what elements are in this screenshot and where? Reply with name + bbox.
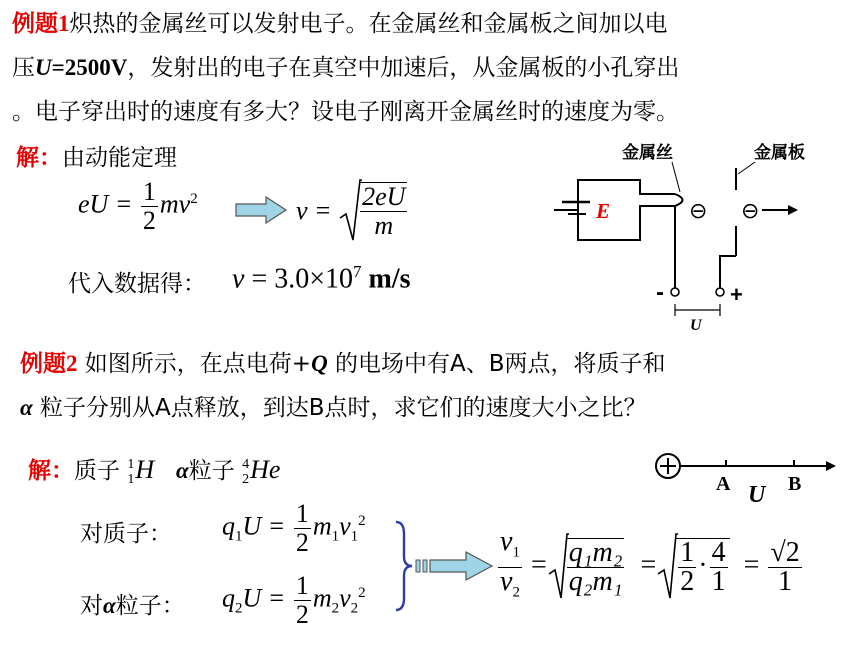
example1-line1 — [12, 6, 668, 42]
wire-label: 金属丝 — [622, 143, 673, 162]
proton-charge: 1 — [127, 471, 135, 487]
num-frac-2 — [710, 536, 728, 597]
a-q: q — [222, 583, 235, 613]
a-sq: 2 — [358, 584, 366, 601]
implies-arrow-icon — [234, 195, 288, 225]
result-unit: m/s — [368, 263, 411, 295]
root-den: m — [374, 211, 394, 240]
p-m-sub: 1 — [331, 528, 340, 545]
a-v: v — [339, 583, 351, 613]
p-v: v — [339, 511, 351, 541]
substitute-label: 代入数据得： — [68, 271, 206, 297]
solution-tag-2: 解： — [28, 458, 74, 484]
for-alpha-b: 粒子： — [115, 593, 185, 619]
alpha-nuclide — [242, 457, 249, 487]
proton-mass: 1 — [127, 456, 135, 472]
p-m: m — [312, 511, 332, 541]
example2-line1 — [20, 346, 666, 382]
proton-symbol: H — [135, 455, 155, 484]
velocity-formula — [296, 178, 409, 244]
dv2: 1 — [711, 565, 726, 597]
example2-solution-heading — [28, 452, 280, 489]
brace-icon — [392, 520, 414, 612]
voltage-symbol: U — [35, 55, 52, 80]
p-v-sub: 1 — [350, 528, 359, 545]
a-U: U = — [242, 583, 286, 613]
num-frac-1 — [678, 536, 696, 597]
p-half-num: 1 — [295, 499, 309, 528]
energy-equation — [78, 178, 198, 235]
electron-symbol-1: ⊖ — [689, 199, 708, 224]
ratio-root-den: q₂m₁ — [568, 566, 623, 598]
a-m: m — [312, 583, 332, 613]
result-v: v — [232, 263, 245, 295]
implies-arrow-icon-2 — [414, 550, 494, 582]
v2: v — [500, 565, 513, 597]
example1-text2a: 压 — [12, 55, 35, 81]
root-num: 2eU — [362, 182, 406, 211]
a-half — [294, 572, 311, 629]
final-num: √2 — [770, 536, 800, 568]
result-velocity — [232, 262, 411, 295]
example2-text1a: 如图所示，在点电荷+ — [77, 351, 312, 377]
eq-lhs: eU = — [78, 189, 133, 219]
alpha-mass: 4 — [242, 456, 250, 472]
root-fraction — [360, 182, 407, 240]
a-half-den: 2 — [295, 600, 309, 629]
alpha-label: 粒子 — [188, 458, 235, 484]
a-v-sub: 2 — [350, 600, 359, 617]
voltage-label: U — [690, 317, 702, 334]
ratio-root-num: q₁m₂ — [568, 537, 623, 569]
voltage-value: =2500V — [51, 55, 128, 80]
example1-line2 — [12, 50, 679, 86]
source-label: E — [596, 199, 611, 223]
p-q-sub: 1 — [235, 528, 243, 545]
for-alpha-a: 对 — [80, 593, 103, 619]
proton-nuclide — [127, 457, 134, 487]
example2-text2: 粒子分别从A点释放，到达B点时，求它们的速度大小之比？ — [32, 395, 647, 421]
electron-symbol-2: ⊖ — [741, 199, 760, 224]
substitute-line — [68, 266, 206, 302]
result-eq: = 3.0×10 — [244, 263, 354, 295]
example1-text2c: ，发射出的电子在真空中加速后，从金属板的小孔穿出 — [127, 55, 680, 81]
v2-sub: 2 — [512, 584, 520, 601]
circuit-diagram — [540, 140, 840, 340]
example1-tag: 例题1 — [12, 11, 70, 36]
point-a: A — [716, 473, 731, 495]
sqrt-sign-icon-2 — [547, 532, 569, 602]
example2-line2 — [20, 390, 647, 426]
plus-terminal: + — [730, 282, 743, 307]
example1-text1: 炽热的金属丝可以发射电子。在金属丝和金属板之间加以电 — [69, 11, 668, 37]
v-ratio — [498, 528, 522, 606]
solution-tag-1: 解： — [16, 145, 62, 171]
numeric-ratio: $\frac{1}{2}$ · $\frac{4}{1}$ — [676, 538, 729, 596]
alpha-sym-2: α — [176, 458, 189, 483]
p-q: q — [222, 511, 235, 541]
a-half-num: 1 — [295, 571, 309, 600]
frac-den: 2 — [142, 206, 156, 235]
final-den: 1 — [778, 565, 793, 597]
field-diagram — [648, 446, 848, 506]
example1-line3 — [12, 94, 679, 130]
final-ratio — [768, 536, 801, 597]
ratio-result: $\frac{v_1}{v_2}$ = $\frac{\text{q₁m₂}}{\text{q₂m₁}}$ = $\frac{1}{2}$ · $\frac{4}{1}$ = $\frac{√2}{1}$ — [496, 528, 804, 606]
plate-label: 金属板 — [754, 143, 805, 162]
fraction-half — [141, 178, 158, 235]
p-half-den: 2 — [295, 528, 309, 557]
p-U: U = — [242, 511, 286, 541]
a-q-sub: 2 — [235, 600, 243, 617]
eq-mv: mv — [159, 189, 191, 219]
a-m-sub: 2 — [331, 600, 340, 617]
example1-solution-heading — [16, 140, 177, 176]
v1-sub: 1 — [512, 544, 520, 561]
field-voltage: U — [748, 482, 766, 506]
point-b: B — [788, 473, 802, 495]
v1: v — [500, 526, 513, 557]
for-proton-text: 对质子： — [80, 521, 172, 547]
example1-text3: 。电子穿出时的速度有多大？设电子刚离开金属丝时的速度为零。 — [12, 99, 679, 125]
alpha-symbol-he: He — [250, 455, 281, 484]
for-alpha-label — [80, 588, 185, 624]
proton-label: 质子 — [74, 458, 120, 484]
example2-tag: 例题2 — [20, 351, 78, 376]
nv2: 4 — [711, 536, 726, 568]
eq-square: 2 — [190, 190, 198, 207]
minus-terminal: - — [656, 279, 664, 306]
charge-q: Q — [311, 351, 328, 376]
eq-v: v = — [296, 196, 332, 225]
for-alpha-sym: α — [103, 593, 116, 618]
alpha-symbol: α — [20, 395, 33, 420]
sqrt-sign-icon — [338, 178, 362, 244]
sqrt-sign-icon-3 — [656, 532, 678, 602]
charge-mass-ratio — [567, 538, 625, 596]
proton-equation — [222, 500, 366, 557]
example2-text1b: 的电场中有A、B两点，将质子和 — [327, 351, 666, 377]
frac-num: 1 — [142, 177, 156, 206]
alpha-equation — [222, 572, 366, 629]
nv1: 1 — [680, 536, 695, 568]
dv1: 2 — [680, 565, 695, 597]
solution-intro: 由动能定理 — [62, 145, 177, 171]
p-half — [294, 500, 311, 557]
for-proton-label — [80, 516, 172, 552]
result-exp: 7 — [353, 262, 362, 281]
p-sq: 2 — [358, 512, 366, 529]
alpha-charge: 2 — [242, 471, 250, 487]
